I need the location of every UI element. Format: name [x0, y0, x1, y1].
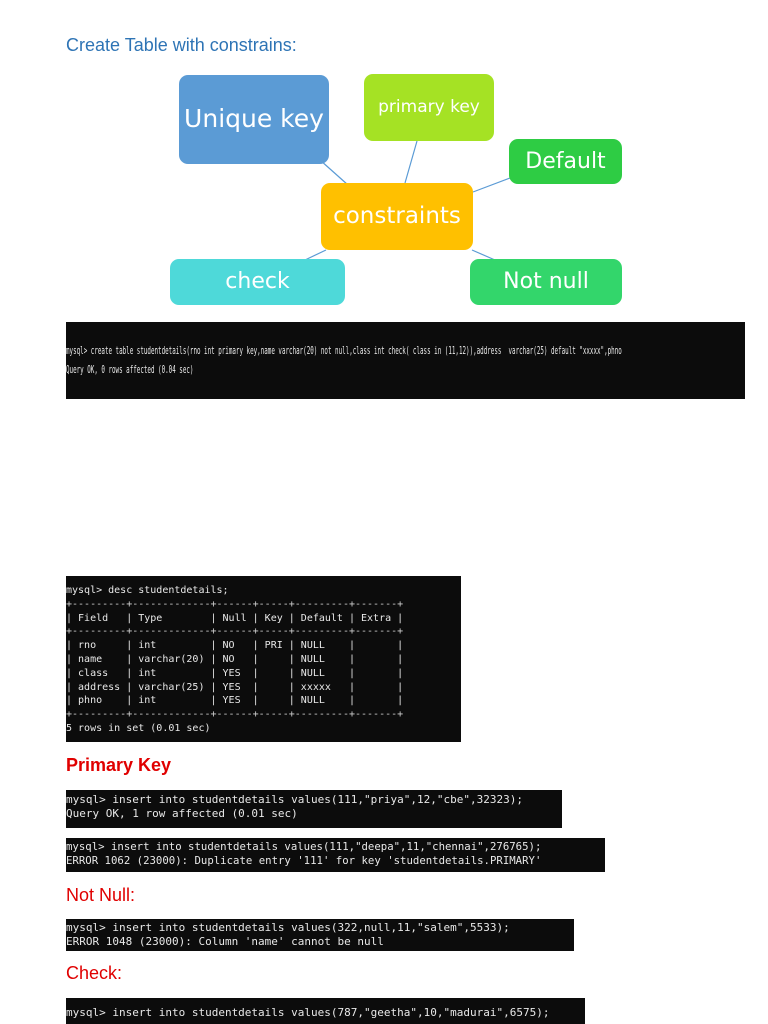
desc-border-bottom: +---------+-------------+------+-----+---------+-------+	[66, 709, 404, 721]
pk-duplicate-command: mysql> insert into studentdetails values(111,"deepa",11,"chennai",276765);	[66, 840, 542, 853]
section-primary-key: Primary Key	[66, 755, 172, 775]
pk-insert-command: mysql> insert into studentdetails values(111,"priya",12,"cbe",32323);	[66, 793, 523, 806]
terminal-pk-insert-error	[66, 838, 605, 872]
desc-header: | Field | Type | Null | Key | Default | Extra |	[66, 612, 404, 624]
terminal-not-null	[66, 919, 574, 951]
terminal-check	[66, 998, 585, 1024]
desc-row: | class | int | YES | | NULL | |	[66, 667, 404, 679]
node-check: check	[170, 259, 345, 305]
desc-row: | name | varchar(20) | NO | | NULL | |	[66, 653, 404, 665]
terminal-pk-insert-ok	[66, 790, 562, 828]
desc-border-mid: +---------+-------------+------+-----+---------+-------+	[66, 626, 404, 638]
check-command: mysql> insert into studentdetails values(787,"geetha",10,"madurai",6575);	[66, 1006, 550, 1019]
desc-row: | phno | int | YES | | NULL | |	[66, 695, 404, 707]
desc-footer: 5 rows in set (0.01 sec)	[66, 722, 211, 734]
node-default: Default	[509, 139, 622, 184]
node-constraints: constraints	[321, 183, 473, 250]
section-not-null: Not Null:	[66, 885, 136, 905]
desc-command: mysql> desc studentdetails;	[66, 585, 229, 596]
not-null-error: ERROR 1048 (23000): Column 'name' cannot be null	[66, 935, 384, 948]
pk-duplicate-error: ERROR 1062 (23000): Duplicate entry '111' for key 'studentdetails.PRIMARY'	[66, 854, 542, 867]
terminal-create-command: mysql> create table studentdetails(rno int primary key,name varchar(20) not null,class int check( class in (11,12)),address varchar(25) default "xxxxx",phno	[66, 345, 622, 357]
page-heading: Create Table with constrains:	[66, 35, 297, 55]
node-primary-key: primary key	[364, 74, 494, 141]
desc-border-top: +---------+-------------+------+-----+---------+-------+	[66, 598, 404, 610]
connector-unique-key	[320, 160, 348, 185]
terminal-create-table	[66, 322, 745, 399]
pk-insert-result: Query OK, 1 row affected (0.01 sec)	[66, 807, 298, 820]
desc-row: | address | varchar(25) | YES | | xxxxx | |	[66, 681, 404, 693]
not-null-command: mysql> insert into studentdetails values(322,null,11,"salem",5533);	[66, 921, 510, 934]
terminal-create-result: Query OK, 0 rows affected (0.04 sec)	[66, 364, 194, 376]
node-not-null: Not null	[470, 259, 622, 305]
desc-row: | rno | int | NO | PRI | NULL | |	[66, 640, 404, 652]
section-check: Check:	[66, 963, 123, 983]
connector-default	[473, 178, 510, 192]
terminal-desc	[66, 576, 461, 742]
diagram-connectors	[0, 0, 768, 320]
node-unique-key: Unique key	[179, 75, 329, 164]
connector-primary-key	[405, 141, 417, 183]
